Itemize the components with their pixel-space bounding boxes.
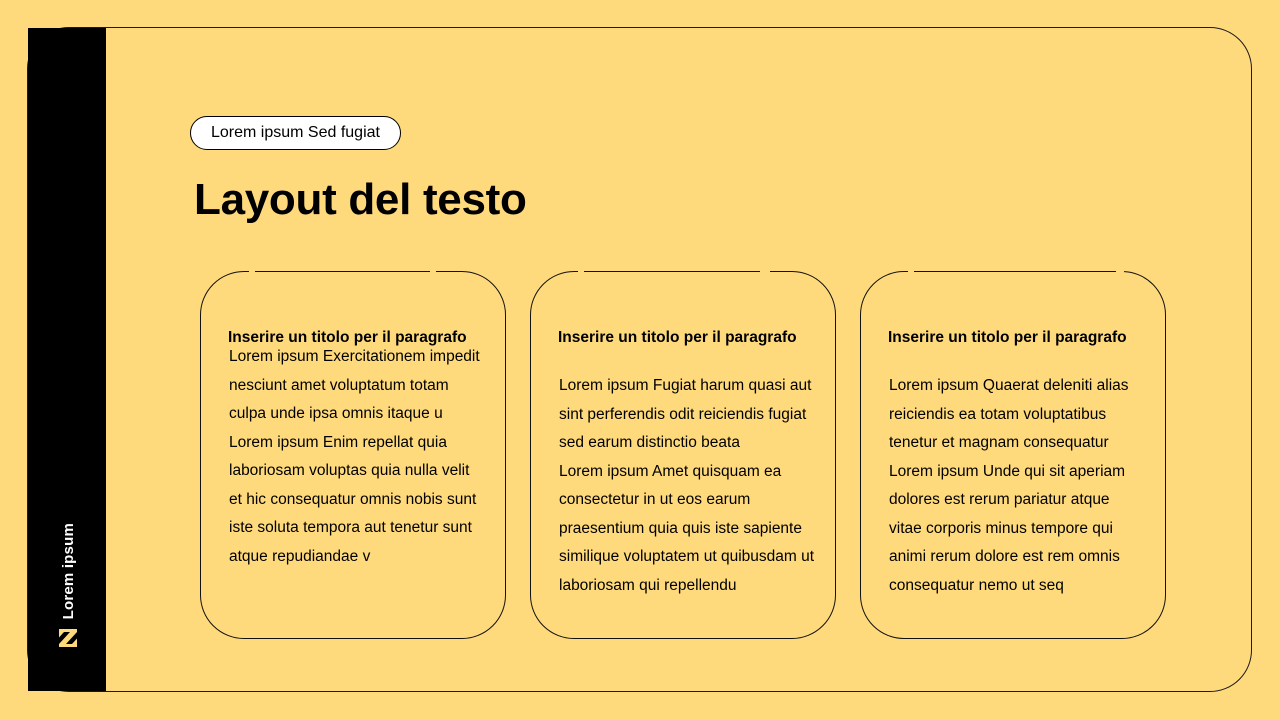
tag-pill: Lorem ipsum Sed fugiat [190, 116, 401, 150]
text-card [860, 271, 1166, 639]
card-body [559, 372, 815, 600]
card-paragraph: Lorem ipsum Unde qui sit aperiam dolores est rerum pariatur atque vitae corporis minus tempore qui animi rerum dolore est rem omnis consequatur nemo ut seq [889, 462, 1126, 594]
card-title: Inserire un titolo per il paragrafo [228, 329, 467, 346]
card-title: Inserire un titolo per il paragrafo [558, 329, 797, 346]
card-paragraph: Lorem ipsum Quaerat deleniti alias reiciendis ea totam voluptatibus tenetur et magnam consequatur [889, 377, 1129, 451]
sidebar [28, 28, 106, 691]
card-paragraph: Lorem ipsum Exercitationem impedit nesciunt amet voluptatum totam culpa unde ipsa omnis itaque u [229, 348, 480, 422]
card-paragraph: Lorem ipsum Amet quisquam ea consectetur in ut eos earum praesentium quia quis iste sapiente similique voluptatem ut quibusdam ut laboriosam qui repellendu [559, 462, 815, 594]
card-title: Inserire un titolo per il paragrafo [888, 329, 1127, 346]
text-card [200, 271, 506, 639]
brand-label: Lorem ipsum [59, 522, 77, 619]
card-paragraph: Lorem ipsum Enim repellat quia laboriosam voluptas quia nulla velit et hic consequatur omnis nobis sunt iste soluta tempora aut tenetur sunt atque repudiandae v [229, 433, 477, 565]
card-body [889, 372, 1145, 600]
text-card [530, 271, 836, 639]
card-body [229, 348, 485, 614]
card-paragraph: Lorem ipsum Fugiat harum quasi aut sint perferendis odit reiciendis fugiat sed earum distinctio beata [559, 377, 812, 451]
striped-z-logo-icon [59, 629, 77, 647]
brand [46, 523, 90, 647]
page-title: Layout del testo [194, 175, 527, 224]
slide [27, 27, 1252, 692]
